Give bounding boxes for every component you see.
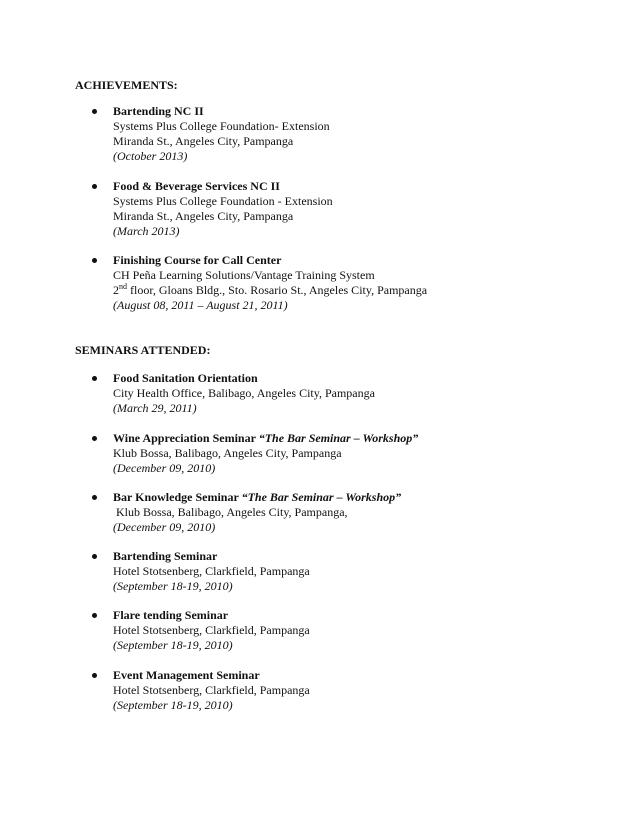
bullet-icon <box>92 436 97 441</box>
item-detail: Hotel Stotsenberg, Clarkfield, Pampanga <box>113 564 310 578</box>
item-date: (September 18-19, 2010) <box>113 638 233 652</box>
item-date: (September 18-19, 2010) <box>113 579 233 593</box>
item-date: (September 18-19, 2010) <box>113 698 233 712</box>
item-detail: Klub Bossa, Balibago, Angeles City, Pampanga, <box>116 505 348 519</box>
bullet-icon <box>92 673 97 678</box>
item-detail: Systems Plus College Foundation - Extension <box>113 194 333 208</box>
item-title: Bartending NC II <box>113 104 204 118</box>
item-detail: Hotel Stotsenberg, Clarkfield, Pampanga <box>113 623 310 637</box>
bullet-icon <box>92 258 97 263</box>
item-title: Food Sanitation Orientation <box>113 371 258 385</box>
item-detail: CH Peña Learning Solutions/Vantage Training System <box>113 268 375 282</box>
item-title: Bartending Seminar <box>113 549 218 563</box>
item-date: (August 08, 2011 – August 21, 2011) <box>113 298 288 312</box>
item-detail: Miranda St., Angeles City, Pampanga <box>113 209 294 223</box>
bullet-icon <box>92 613 97 618</box>
item-detail: Miranda St., Angeles City, Pampanga <box>113 134 294 148</box>
bullet-icon <box>92 376 97 381</box>
bullet-icon <box>92 109 97 114</box>
seminars-heading: SEMINARS ATTENDED: <box>75 343 211 357</box>
item-detail: Hotel Stotsenberg, Clarkfield, Pampanga <box>113 683 310 697</box>
achievements-heading: ACHIEVEMENTS: <box>75 78 178 92</box>
bullet-icon <box>92 184 97 189</box>
item-date: (October 2013) <box>113 149 188 163</box>
item-title: Bar Knowledge Seminar “The Bar Seminar – Workshop” <box>113 490 402 504</box>
item-detail: Klub Bossa, Balibago, Angeles City, Pampanga <box>113 446 342 460</box>
item-title: Wine Appreciation Seminar “The Bar Seminar – Workshop” <box>113 431 419 445</box>
item-date: (December 09, 2010) <box>113 461 216 475</box>
bullet-icon <box>92 554 97 559</box>
item-title: Food & Beverage Services NC II <box>113 179 280 193</box>
item-title: Finishing Course for Call Center <box>113 253 282 267</box>
item-title: Event Management Seminar <box>113 668 260 682</box>
bullet-icon <box>92 495 97 500</box>
item-address: 2nd floor, Gloans Bldg., Sto. Rosario St., Angeles City, Pampanga <box>113 282 428 297</box>
item-date: (March 2013) <box>113 224 180 238</box>
item-detail: Systems Plus College Foundation- Extension <box>113 119 330 133</box>
item-date: (December 09, 2010) <box>113 520 216 534</box>
item-detail: City Health Office, Balibago, Angeles City, Pampanga <box>113 386 375 400</box>
item-title: Flare tending Seminar <box>113 608 229 622</box>
item-date: (March 29, 2011) <box>113 401 197 415</box>
